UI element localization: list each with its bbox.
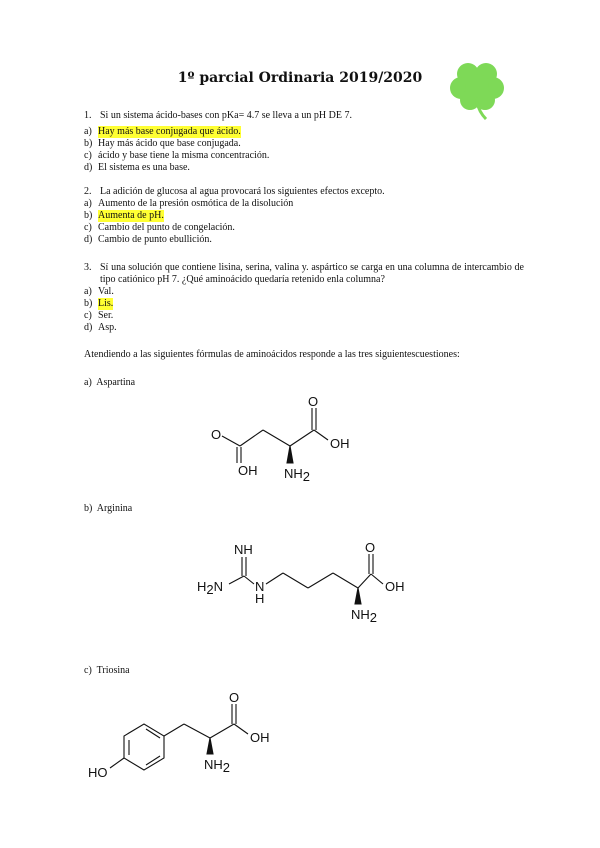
svg-text:NH2: NH2: [351, 607, 378, 625]
svg-text:O: O: [365, 540, 376, 555]
svg-text:OH: OH: [330, 436, 350, 451]
svg-text:NH2: NH2: [204, 757, 231, 775]
option-2b: b) Aumenta de pH.: [84, 210, 164, 221]
svg-text:O: O: [211, 427, 222, 442]
option-2c: c) Cambio del punto de congelación.: [84, 222, 235, 233]
question-2: 2. La adición de glucosa al agua provocará los siguientes efectos excepto. a) Aumento de la presión osmótica de la disolución b) Aumenta de pH. c) Cambio del punto de congelación. d) Cambio de punto ebullición.: [84, 186, 524, 246]
question-2-text: La adición de glucosa al agua provocará los siguientes efectos excepto.: [100, 186, 385, 197]
option-1d: d) El sistema es una base.: [84, 162, 190, 173]
question-3: 3. Sí una solución que contiene lisina, serina, valina y. aspártico se carga en una columna de intercambio de tipo catiónico pH 7. ¿Qué aminoácido quedaría retenido enla columna? a) Val. b) Lis. c) Ser. d) Asp.: [84, 262, 524, 333]
svg-text:OH: OH: [385, 579, 405, 594]
tyrosine-structure: [88, 690, 288, 790]
svg-text:O: O: [308, 394, 319, 409]
question-1: 1. Si un sistema ácido-bases con pKa= 4.7 se lleva a un pH DE 7. a) Hay más base conjugada que ácido. b) Hay más ácido que base conjugada. c) ácido y base tiene la misma concentración. d) El sistema es una base.: [84, 110, 524, 174]
svg-text:OH: OH: [250, 730, 270, 745]
question-1-text: Si un sistema ácido-bases con pKa= 4.7 se lleva a un pH DE 7.: [100, 110, 352, 121]
option-3c: c) Ser.: [84, 310, 114, 321]
svg-text:H2N: H2N: [197, 579, 224, 597]
option-3b: b) Lis.: [84, 298, 114, 309]
svg-text:NH2: NH2: [284, 466, 311, 484]
amino-acid-c-label: c) Triosina: [84, 665, 130, 676]
svg-text:HO: HO: [88, 765, 108, 780]
amino-acid-a-label: a) Aspartina: [84, 377, 136, 388]
option-2a: a) Aumento de la presión osmótica de la disolución: [84, 198, 294, 209]
aspartate-structure: [200, 392, 370, 487]
question-3-text: Sí una solución que contiene lisina, serina, valina y. aspártico se carga en una columna de intercambio de tipo catiónico pH 7. ¿Qué aminoácido quedaría retenido enla columna?: [100, 262, 524, 285]
option-3d: d) Asp.: [84, 322, 117, 333]
page-title: 1º parcial Ordinaria 2019/2020: [177, 70, 423, 86]
svg-text:H: H: [255, 591, 265, 606]
instruction-text: Atendiendo a las siguientes fórmulas de aminoácidos responde a las tres siguientescuestiones:: [84, 349, 460, 360]
option-2d: d) Cambio de punto ebullición.: [84, 234, 212, 245]
amino-acid-b-label: b) Arginina: [84, 503, 133, 514]
arginine-structure: [193, 540, 413, 625]
option-1b: b) Hay más ácido que base conjugada.: [84, 138, 241, 149]
option-1c: c) ácido y base tiene la misma concentración.: [84, 150, 270, 161]
option-3a: a) Val.: [84, 286, 114, 297]
svg-text:N: N: [255, 579, 265, 594]
svg-text:OH: OH: [238, 463, 258, 478]
svg-text:NH: NH: [234, 542, 253, 557]
option-1a: a) Hay más base conjugada que ácido.: [84, 126, 241, 137]
svg-text:O: O: [229, 690, 240, 705]
